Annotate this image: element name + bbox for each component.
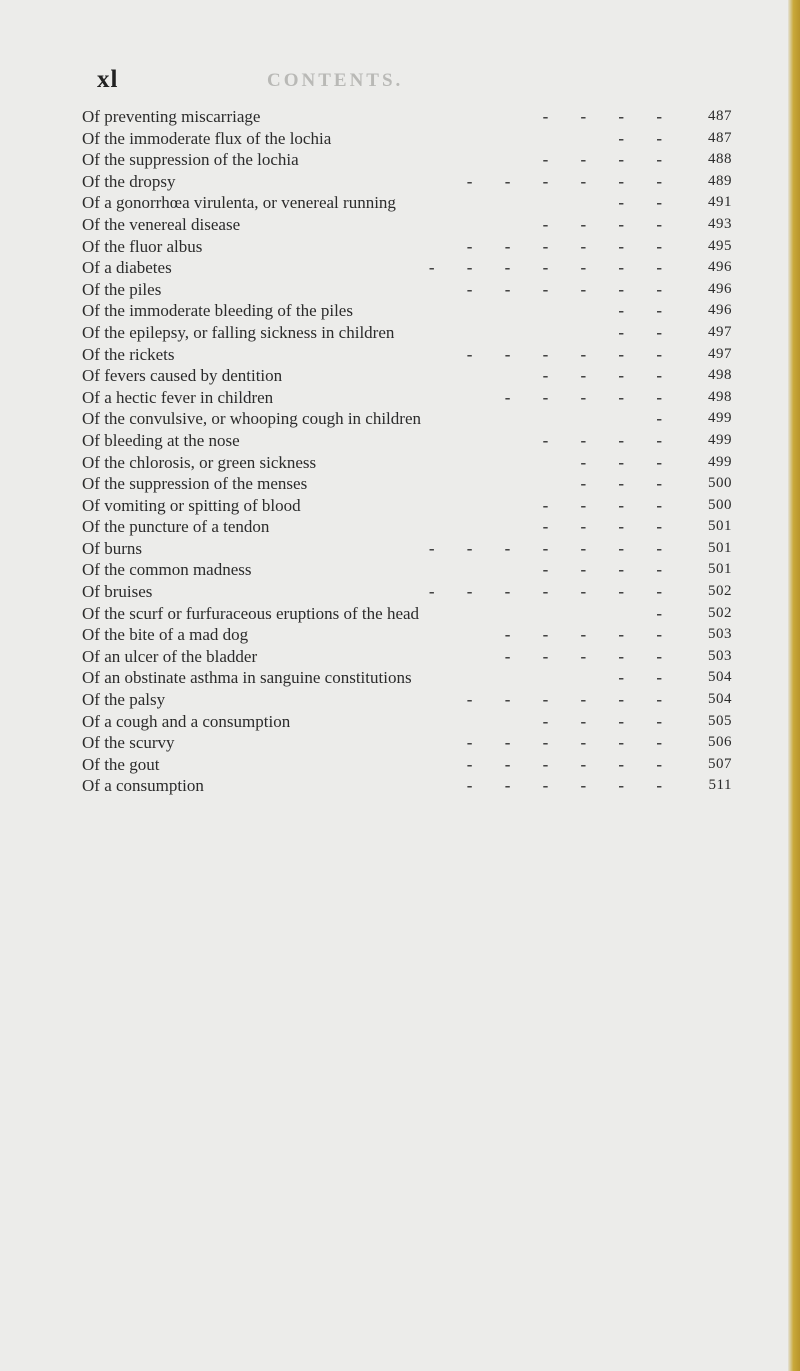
dot-leader: - - - - - -: [466, 733, 676, 753]
toc-entry-title: Of the rickets: [82, 344, 175, 364]
toc-entry: [82, 473, 732, 495]
toc-entry: [82, 344, 732, 366]
dot-leader: - - - -: [542, 430, 676, 450]
dot-leader: - - - - - - -: [428, 582, 676, 602]
toc-entry: [82, 430, 732, 452]
toc-entry-title: Of the suppression of the lochia: [82, 150, 299, 170]
toc-entry: [82, 106, 732, 128]
toc-entry-page: 506: [708, 734, 732, 751]
toc-entry-page: 487: [708, 108, 732, 124]
toc-entry: [82, 214, 732, 236]
toc-entry-page: 503: [708, 626, 732, 643]
toc-entry: [82, 754, 732, 776]
dot-leader: - - - - - - -: [428, 538, 676, 558]
toc-entry-title: Of the gout: [82, 754, 160, 774]
toc-entry-page: 501: [708, 518, 732, 535]
toc-entry-title: Of an ulcer of the bladder: [82, 646, 258, 666]
dot-leader: - - - - - -: [466, 344, 676, 364]
toc-entry-title: Of the immoderate bleeding of the piles: [82, 301, 353, 321]
toc-entry-page: 502: [708, 583, 732, 600]
toc-entry: [82, 192, 732, 214]
dot-leader: - - - - - -: [466, 754, 676, 774]
toc-entry-title: Of the suppression of the menses: [82, 474, 308, 494]
toc-entry-page: 493: [708, 215, 732, 232]
dot-leader: - - -: [580, 474, 676, 494]
dot-leader: - - - - - - -: [428, 258, 676, 278]
dot-leader: - - - - -: [504, 625, 676, 645]
toc-entry: [82, 128, 732, 150]
page-header: [97, 66, 697, 96]
toc-entry-page: 504: [708, 691, 732, 708]
toc-entry-title: Of the bite of a mad dog: [82, 625, 249, 645]
dot-leader: - -: [618, 193, 676, 213]
toc-entry: [82, 300, 732, 322]
toc-entry: [82, 624, 732, 646]
dot-leader: - - - -: [542, 517, 676, 537]
toc-entry-page: 501: [708, 561, 732, 578]
toc-entry-page: 507: [708, 755, 732, 772]
toc-entry-page: 489: [708, 172, 732, 189]
page-edge: [788, 0, 800, 1371]
dot-leader: - - - -: [542, 495, 676, 515]
dot-leader: - -: [618, 128, 676, 148]
toc-entry: [82, 236, 732, 258]
toc-entry: [82, 538, 732, 560]
dot-leader: - -: [618, 668, 676, 688]
toc-entry-title: Of the chlorosis, or green sickness: [82, 452, 317, 472]
toc-entry-title: Of the convulsive, or whooping cough in children: [82, 409, 421, 429]
toc-entry: [82, 732, 732, 754]
toc-entry-title: Of the puncture of a tendon: [82, 517, 270, 537]
toc-entry: [82, 279, 732, 301]
toc-entry-page: 503: [708, 647, 732, 664]
toc-entry: [82, 603, 732, 625]
toc-entry-page: 502: [708, 604, 732, 621]
toc-entry: [82, 387, 732, 409]
toc-entry-title: Of bleeding at the nose: [82, 430, 240, 450]
toc-entry-title: Of the immoderate flux of the lochia: [82, 128, 332, 148]
toc-entry-title: Of the common madness: [82, 560, 252, 580]
toc-entry: [82, 365, 732, 387]
toc-entry-title: Of preventing miscarriage: [82, 107, 261, 126]
toc-entry-page: 496: [708, 302, 732, 319]
toc-entry: [82, 646, 732, 668]
toc-entry-page: 487: [708, 129, 732, 146]
dot-leader: - - - -: [542, 150, 676, 170]
toc-entry-title: Of the scurvy: [82, 733, 175, 753]
toc-entry-title: Of fevers caused by dentition: [82, 366, 283, 386]
toc-entry-title: Of a gonorrhœa virulenta, or venereal running: [82, 193, 396, 213]
toc-entry-title: Of the epilepsy, or falling sickness in children: [82, 322, 395, 342]
toc-entry-title: Of a consumption: [82, 776, 204, 796]
dot-leader: - -: [618, 301, 676, 321]
dot-leader: -: [656, 603, 676, 623]
toc-entry-title: Of a hectic fever in children: [82, 387, 274, 407]
toc-entry-page: 496: [708, 280, 732, 297]
toc-entry-title: Of the dropsy: [82, 171, 176, 191]
dot-leader: - - - - - -: [466, 279, 676, 299]
toc-entry-page: 496: [708, 259, 732, 276]
toc-entry-page: 500: [708, 496, 732, 513]
toc-entry: [82, 581, 732, 603]
dot-leader: - - - - - -: [466, 690, 676, 710]
toc-entry-title: Of a diabetes: [82, 258, 172, 278]
dot-leader: - - - -: [542, 107, 676, 126]
toc-entry-page: 499: [708, 453, 732, 470]
toc-entry-page: 499: [708, 431, 732, 448]
toc-entry-page: 491: [708, 194, 732, 211]
toc-entry: [82, 322, 732, 344]
dot-leader: - - - - - -: [466, 171, 676, 191]
toc-entry-page: 497: [708, 345, 732, 362]
toc-entry: [82, 667, 732, 689]
toc-entry-page: 501: [708, 539, 732, 556]
toc-entry-title: Of a cough and a consumption: [82, 711, 291, 731]
toc-entry-title: Of the scurf or furfuraceous eruptions of the head: [82, 603, 420, 623]
dot-leader: - - -: [580, 452, 676, 472]
dot-leader: - - - - - -: [466, 236, 676, 256]
dot-leader: - -: [618, 322, 676, 342]
toc-entry-title: Of the piles: [82, 279, 162, 299]
dot-leader: - - - -: [542, 214, 676, 234]
toc-entry: [82, 408, 732, 430]
toc-entry-title: Of bruises: [82, 582, 153, 602]
dot-leader: -: [656, 409, 676, 429]
toc-entry-title: Of the venereal disease: [82, 214, 241, 234]
dot-leader: - - - -: [542, 366, 676, 386]
toc-entry-page: 499: [708, 410, 732, 427]
toc-entry: [82, 559, 732, 581]
toc-entry-page: 498: [708, 388, 732, 405]
toc-entry-page: 497: [708, 323, 732, 340]
toc-entry-title: Of an obstinate asthma in sanguine constitutions: [82, 668, 412, 688]
toc-entry-page: 505: [708, 712, 732, 729]
dot-leader: - - - - -: [504, 387, 676, 407]
dot-leader: - - - - -: [504, 646, 676, 666]
table-of-contents: [82, 106, 732, 797]
toc-entry: [82, 711, 732, 733]
toc-entry-title: Of the palsy: [82, 690, 166, 710]
dot-leader: - - - -: [542, 560, 676, 580]
toc-entry: [82, 257, 732, 279]
toc-entry-page: 504: [708, 669, 732, 686]
toc-entry: [82, 516, 732, 538]
toc-entry: [82, 171, 732, 193]
toc-entry: [82, 149, 732, 171]
toc-entry-page: 488: [708, 151, 732, 168]
toc-entry-page: 511: [708, 777, 732, 794]
toc-entry-page: 495: [708, 237, 732, 254]
toc-entry: [82, 775, 732, 797]
toc-entry-title: Of burns: [82, 538, 142, 558]
toc-entry-title: Of the fluor albus: [82, 236, 203, 256]
toc-entry: [82, 495, 732, 517]
page-number: xl: [97, 66, 119, 93]
dot-leader: - - - -: [542, 711, 676, 731]
running-title: CONTENTS.: [267, 70, 404, 91]
dot-leader: - - - - - -: [466, 776, 676, 796]
toc-entry: [82, 689, 732, 711]
toc-entry-page: 498: [708, 367, 732, 384]
toc-entry: [82, 452, 732, 474]
toc-entry-title: Of vomiting or spitting of blood: [82, 495, 301, 515]
toc-entry-page: 500: [708, 475, 732, 492]
